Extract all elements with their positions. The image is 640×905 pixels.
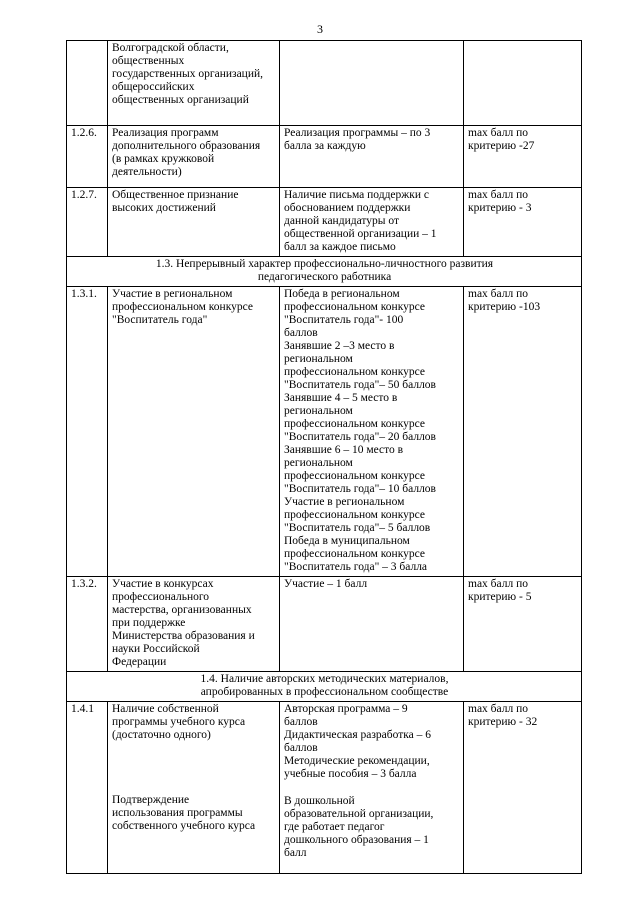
criteria-line: Участие – 1 балл: [284, 578, 368, 590]
indicator-line: науки Российской: [112, 643, 200, 655]
table-row: [67, 126, 582, 188]
criteria-cell: [280, 702, 464, 874]
criteria-cell: [280, 126, 464, 188]
criteria-line: профессиональном конкурсе: [284, 509, 425, 521]
row-number: 1.3.1.: [67, 287, 108, 577]
indicator-line: Реализация программ: [112, 127, 219, 139]
criteria-line: профессиональном конкурсе: [284, 418, 425, 430]
section-title-line: 1.3. Непрерывный характер профессионально-личностного развития: [155, 258, 494, 270]
max-score-line: критерию - 3: [468, 202, 532, 214]
indicator-line: деятельности): [112, 166, 182, 178]
criteria-line: "Воспитатель года"– 20 баллов: [284, 431, 436, 443]
criteria-line: общественной организации – 1: [284, 228, 437, 240]
indicator-cell: [108, 126, 280, 188]
max-score-line: max балл по: [468, 578, 528, 590]
table-row: [67, 41, 582, 126]
indicator-line: общественных организаций: [112, 94, 249, 106]
criteria-line: балл: [284, 847, 307, 859]
indicator-line: профессионального: [112, 591, 210, 603]
indicator-line: общероссийских: [112, 81, 195, 93]
indicator-line: Подтверждение: [112, 794, 190, 806]
indicator-line: (достаточно одного): [112, 729, 211, 741]
max-score-line: max балл по: [468, 189, 528, 201]
criteria-line: Победа в региональном: [284, 288, 400, 300]
criteria-line: региональном: [284, 457, 353, 469]
indicator-line: государственных организаций,: [112, 68, 264, 80]
indicator-line: "Воспитатель года": [112, 314, 208, 326]
criteria-line: В дошкольной: [284, 795, 355, 807]
section-title-line: педагогического работника: [257, 271, 392, 283]
section-title: [67, 257, 582, 287]
max-score-line: критерию - 5: [468, 591, 532, 603]
criteria-cell: [280, 287, 464, 577]
criteria-line: обоснованием поддержки: [284, 202, 411, 214]
criteria-line: Занявшие 6 – 10 место в: [284, 444, 404, 456]
max-score-cell: [464, 188, 582, 257]
max-score-line: max балл по: [468, 288, 528, 300]
max-score-cell: [464, 41, 582, 126]
criteria-line: Дидактическая разработка – 6: [284, 729, 432, 741]
criteria-cell: [280, 577, 464, 672]
table-row: [67, 577, 582, 672]
indicator-line: (в рамках кружковой: [112, 153, 215, 165]
criteria-line: региональном: [284, 353, 353, 365]
page-number: 3: [317, 22, 323, 36]
max-score-line: критерию -27: [468, 140, 535, 152]
indicator-cell: [108, 188, 280, 257]
max-score-cell: [464, 126, 582, 188]
row-number: [67, 41, 108, 126]
indicator-line: Общественное признание: [112, 189, 239, 201]
criteria-line: балла за каждую: [284, 140, 366, 152]
row-number: 1.4.1: [67, 702, 108, 874]
section-row: [67, 257, 582, 287]
criteria-line: баллов: [284, 742, 318, 754]
indicator-cell: [108, 287, 280, 577]
row-number: 1.2.6.: [67, 126, 108, 188]
max-score-cell: [464, 577, 582, 672]
max-score-line: критерию - 32: [468, 716, 538, 728]
criteria-line: Авторская программа – 9: [284, 703, 408, 715]
indicator-line: собственного учебного курса: [112, 820, 256, 832]
indicator-line: Министерства образования и: [112, 630, 255, 642]
criteria-line: региональном: [284, 405, 353, 417]
section-title-line: 1.4. Наличие авторских методических материалов,: [200, 673, 449, 685]
criteria-line: "Воспитатель года"- 100: [284, 314, 404, 326]
criteria-line: баллов: [284, 327, 318, 339]
indicator-cell: [108, 702, 280, 874]
criteria-line: "Воспитатель года"– 10 баллов: [284, 483, 436, 495]
criteria-line: "Воспитатель года"– 5 баллов: [284, 522, 431, 534]
criteria-line: балл за каждое письмо: [284, 241, 396, 253]
criteria-line: Наличие письма поддержки с: [284, 189, 429, 201]
max-score-cell: [464, 702, 582, 874]
indicator-line: Федерации: [112, 656, 167, 668]
section-title: [67, 672, 582, 702]
table-row: [67, 188, 582, 257]
criteria-line: профессиональном конкурсе: [284, 548, 425, 560]
indicator-line: дополнительного образования: [112, 140, 261, 152]
table-row: [67, 287, 582, 577]
criteria-line: профессиональном конкурсе: [284, 366, 425, 378]
criteria-line: "Воспитатель года" – 3 балла: [284, 561, 428, 573]
max-score-line: max балл по: [468, 703, 528, 715]
indicator-line: при поддержке: [112, 617, 186, 629]
indicator-line: общественных: [112, 55, 185, 67]
row-number: 1.3.2.: [67, 577, 108, 672]
criteria-line: дошкольного образования – 1: [284, 834, 429, 846]
section-row: [67, 672, 582, 702]
criteria-line: Победа в муниципальном: [284, 535, 410, 547]
criteria-line: Методические рекомендации,: [284, 755, 430, 767]
criteria-line: данной кандидатуры от: [284, 215, 399, 227]
row-number: 1.2.7.: [67, 188, 108, 257]
criteria-line: профессиональном конкурсе: [284, 470, 425, 482]
indicator-line: высоких достижений: [112, 202, 216, 214]
criteria-line: где работает педагог: [284, 821, 385, 833]
criteria-line: Занявшие 2 –3 место в: [284, 340, 395, 352]
criteria-line: Занявшие 4 – 5 место в: [284, 392, 398, 404]
indicator-cell: [108, 41, 280, 126]
indicator-line: Волгоградской области,: [112, 42, 229, 54]
criteria-line: "Воспитатель года"– 50 баллов: [284, 379, 436, 391]
criteria-line: профессиональном конкурсе: [284, 301, 425, 313]
criteria-line: Реализация программы – по 3: [284, 127, 431, 139]
criteria-cell: [280, 41, 464, 126]
indicator-line: мастерства, организованных: [112, 604, 252, 616]
indicator-cell: [108, 577, 280, 672]
indicator-line: программы учебного курса: [112, 716, 246, 728]
indicator-line: профессиональном конкурсе: [112, 301, 253, 313]
indicator-line: Участие в региональном: [112, 288, 233, 300]
max-score-cell: [464, 287, 582, 577]
indicator-line: Наличие собственной: [112, 703, 219, 715]
max-score-line: max балл по: [468, 127, 528, 139]
criteria-table: [66, 40, 582, 874]
criteria-line: баллов: [284, 716, 318, 728]
indicator-line: Участие в конкурсах: [112, 578, 214, 590]
criteria-cell: [280, 188, 464, 257]
max-score-line: критерию -103: [468, 301, 541, 313]
section-title-line: апробированных в профессиональном сообществе: [200, 686, 449, 698]
criteria-line: Участие в региональном: [284, 496, 405, 508]
criteria-line: учебные пособия – 3 балла: [284, 768, 417, 780]
table-row: [67, 702, 582, 874]
indicator-line: использования программы: [112, 807, 243, 819]
criteria-line: образовательной организации,: [284, 808, 434, 820]
